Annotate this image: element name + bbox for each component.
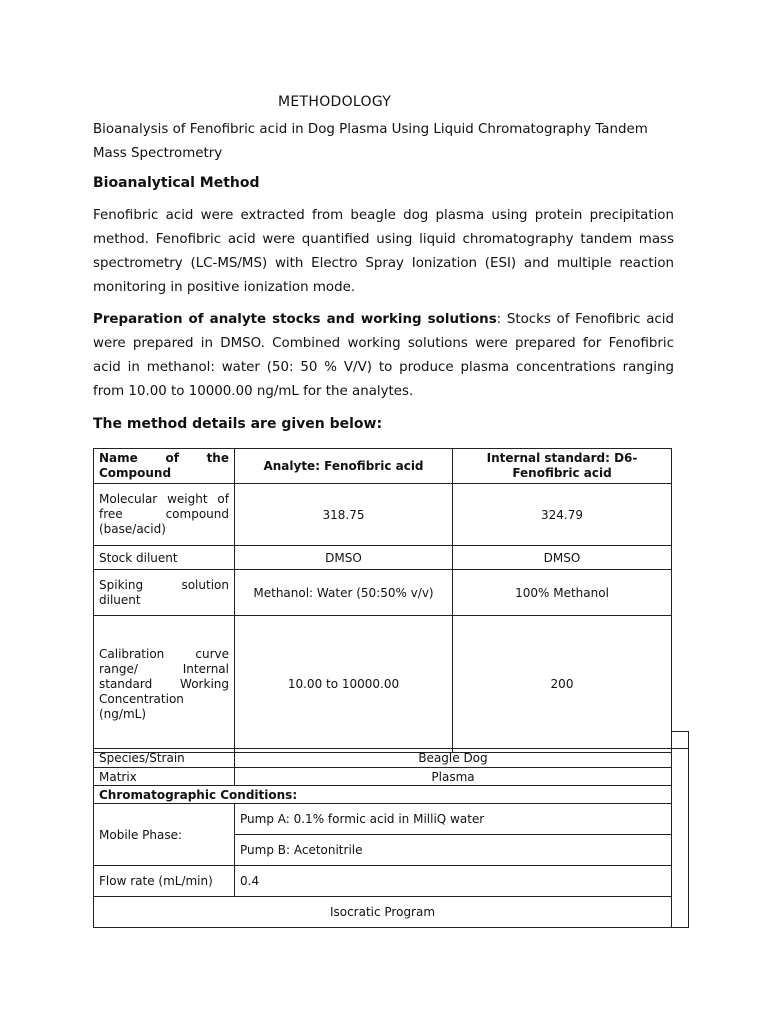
stock-paragraph-body: : Stocks of Fenofibric acid were prepared in DMSO. Combined working solutions were prepared for Fenofibric acid in methanol: water (50: 50 % V/V) to produce plasma concentrations ranging from 10.00 to 10000.00 ng/mL for the analytes. <box>93 312 674 399</box>
pump-a-value: Pump A: 0.1% formic acid in MilliQ water <box>235 804 672 835</box>
analyte-value: DMSO <box>235 546 453 570</box>
flow-rate-label: Flow rate (mL/min) <box>94 866 235 897</box>
table-row <box>94 546 672 570</box>
table-border-stub <box>671 731 689 749</box>
conditions-table <box>93 748 672 928</box>
chromatographic-heading-row <box>94 786 672 804</box>
method-details-heading: The method details are given below: <box>93 416 383 432</box>
header-analyte: Analyte: Fenofibric acid <box>235 449 453 484</box>
program-row <box>94 897 672 928</box>
matrix-label: Matrix <box>94 768 235 786</box>
table-header-row <box>94 449 672 484</box>
flow-rate-row <box>94 866 672 897</box>
row-label: Calibration curve range/ Internal standard Working Concentration (ng/mL) <box>94 616 235 753</box>
row-label: Molecular weight of free compound (base/acid) <box>94 484 235 546</box>
document-subtitle: Bioanalysis of Fenofibric acid in Dog Plasma Using Liquid Chromatography Tandem Mass Spectrometry <box>93 122 648 161</box>
stock-paragraph-heading: Preparation of analyte stocks and working solutions <box>93 312 497 327</box>
row-label: Spiking solution diluent <box>94 570 235 616</box>
analyte-value: Methanol: Water (50:50% v/v) <box>235 570 453 616</box>
method-paragraph: Fenofibric acid were extracted from beagle dog plasma using protein precipitation method. Fenofibric acid were quantified using liquid chromatography tandem mass spectrometry (LC-MS/MS) with Electro Spray Ionization (ESI) and multiple reaction monitoring in positive ionization mode. <box>93 208 674 295</box>
species-value: Beagle Dog <box>235 749 672 768</box>
pump-a-row <box>94 804 672 835</box>
matrix-row <box>94 768 672 786</box>
header-internal-standard: Internal standard: D6-Fenofibric acid <box>453 449 672 484</box>
analyte-value: 10.00 to 10000.00 <box>235 616 453 753</box>
chromatographic-heading: Chromatographic Conditions: <box>94 786 672 804</box>
species-row <box>94 749 672 768</box>
method-details-table <box>93 448 672 753</box>
section-heading: Bioanalytical Method <box>93 175 260 191</box>
internal-value: DMSO <box>453 546 672 570</box>
internal-value: 100% Methanol <box>453 570 672 616</box>
table-border-stub <box>671 748 689 928</box>
table-row <box>94 484 672 546</box>
internal-value: 324.79 <box>453 484 672 546</box>
mobile-phase-label: Mobile Phase: <box>94 804 235 866</box>
table-row <box>94 570 672 616</box>
row-label: Stock diluent <box>94 546 235 570</box>
pump-b-value: Pump B: Acetonitrile <box>235 835 672 866</box>
program-value: Isocratic Program <box>94 897 672 928</box>
analyte-value: 318.75 <box>235 484 453 546</box>
page-title: METHODOLOGY <box>278 94 392 110</box>
flow-rate-value: 0.4 <box>235 866 672 897</box>
header-compound-name: Name of the Compound <box>94 449 235 484</box>
internal-value: 200 <box>453 616 672 753</box>
species-label: Species/Strain <box>94 749 235 768</box>
table-row <box>94 616 672 753</box>
stock-paragraph <box>93 308 674 404</box>
matrix-value: Plasma <box>235 768 672 786</box>
